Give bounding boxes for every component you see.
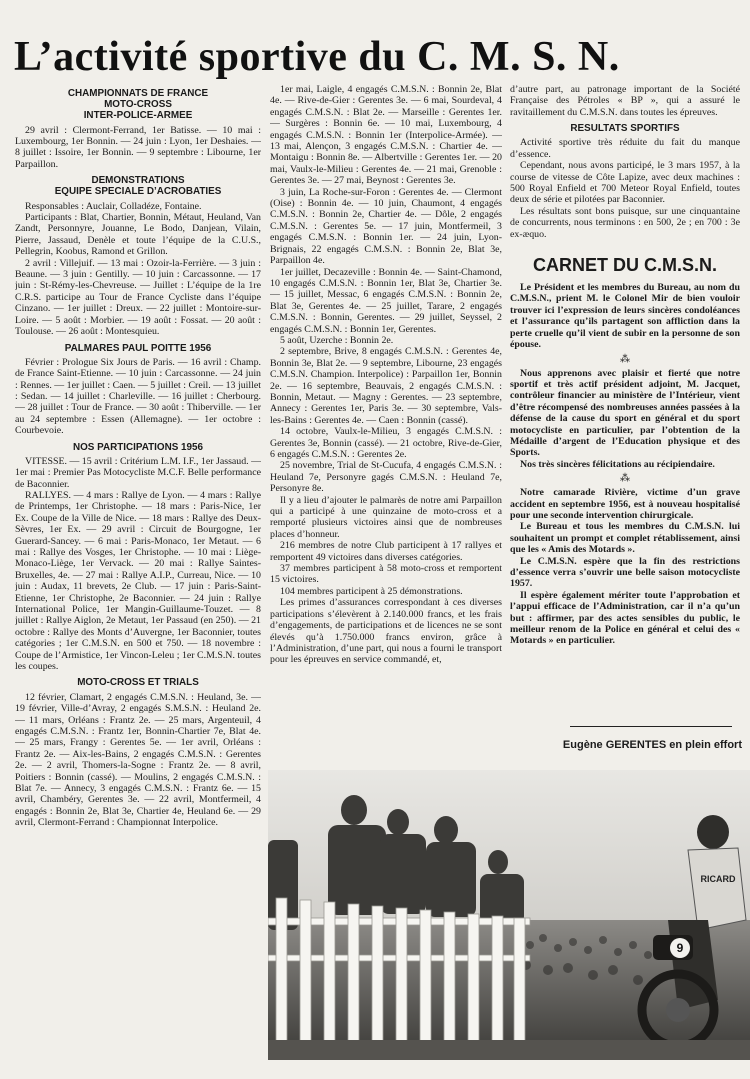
paragraph: 1er juillet, Decazeville : Bonnin 4e. — Saint-Chamond, 10 engagés C.M.S.N. : Bonnin 1er, Blat 3e, Chartier 3e. — 15 juillet, Messac, 6 engagés C.M.S.N. : Bonnin 2e, Blat 3e, Gerentes 4e. — 25 juillet, Tarare, 2 engagés C.M.S.N. : Bonnin, Gerentes. — 29 juillet, Seyssel, 2 engagés C.M.S.N. : Bonnin 1er, Gerentes. [270, 266, 502, 335]
heading-line: DEMONSTRATIONS [91, 175, 185, 187]
heading-line: CHAMPIONNATS DE FRANCE [67, 88, 209, 99]
photo-ground [268, 1040, 750, 1060]
paragraph: 5 août, Uzerche : Bonnin 2e. [280, 334, 394, 346]
heading-championnats [15, 88, 261, 122]
heading-resultats: RESULTATS SPORTIFS [570, 123, 680, 135]
paragraph: Les primes d’assurances correspondant à ces diverses participations s’élevèrent à 2.140.000 francs, et les frais d’engagements, de participations et de licences ne se sont élevés qu’à 1.750.000 francs environ, grâce à l’Administration, d’une part, qui nous a fourni le transport pour les épreuves en service commandé, et, [270, 597, 502, 666]
heading-moto-cross: MOTO-CROSS ET TRIALS [77, 677, 199, 689]
photo-caption: Eugène GERENTES en plein effort [510, 738, 742, 752]
race-number: 9 [676, 941, 684, 955]
paragraph: Cependant, nous avons participé, le 3 mars 1957, à la course de vitesse de Côte Lapize, avec deux machines : 500 Royal Enfield et 700 Meteor Royal Enfield, toutes deux de série et pilotées par Baconnier. [510, 160, 740, 206]
paragraph: d’autre part, au patronage important de la Société Française des Pétroles « BP », qui a assuré le ravitaillement du C.M.S.N. dans toutes les épreuves. [510, 84, 740, 118]
paragraph: Activité sportive très réduite du fait du manque d’essence. [510, 137, 740, 160]
paragraph: Les résultats sont bons puisque, sur une cinquantaine de concurrents, nous terminons : en 500, 2e ; en 700 : 3e ex-æquo. [510, 205, 740, 240]
paragraph: RALLYES. — 4 mars : Rallye de Lyon. — 4 mars : Rallye de Printemps, 1er Christophe. — 18 mars : Paris-Nice, 1er Ex. Coupe de la Ville de Nice. — 18 mars : Rallye des Deux-Sèvres, 1er Ex. — 29 avril : Circuit de Bourgogne, 1er Guerard-Sancey. — 6 mai : Paris-Monaco, 1er Metaut. — 6 mai : Rallye des Vosges, 1er Christophe. — 10 mai : Liège-Monaco-Liège, 1er Vervack. — 20 mai : Rallye Saintes-Bruxelles, 4e. — 27 mai : Rallye A.I.P., Curreau, Nice. — 10 juin : Audax, 11 brevets, 2e Club. — 17 juin : Paris-Saint-Etienne, 1er Christophe, 2e Baconnier. — 24 juin : Rallye International Police, 1er Mangin-Guillaume-Touzet. — 8 juillet : Rallye Aiglon, 2e Metaut, 1er Passaud (en 250). — 21 octobre : Rallye des Monts d’Auvergne, 1er Baconnier, toutes catégories ; 1er C.M.S.N. en 500 et 750. — 18 novembre : Coupe de l’Armistice, 1er Vincon-Leleu ; 1er C.M.S.N. toutes les coupes. [15, 489, 261, 673]
paragraph: 1er mai, Laigle, 4 engagés C.M.S.N. : Bonnin 2e, Blat 4e. — Rive-de-Gier : Gerentes 3e. — 6 mai, Sourdeval, 4 engagés C.M.S.N. : Blat 2e. — Marseille : Gerentes 1er. — Surgères : Bonnin 6e. — 10 mai, Luxembourg, 4 engagés C.M.S.N. : Bonnin 1er (Interpolice-Armée). — 13 mai, Alençon, 3 engagés C.M.S.N. : Chartier 4e. — Montaigu : Bonnin 8e. — Albertville : Gerentes 1er. — 20 mai, Vaulx-le-Milieu : Gerentes 4e. — 21 mai, Grenoble : Gerentes 3e. — 27 mai, Beynost : Gerentes 3e. [270, 84, 502, 187]
paragraph: 14 octobre, Vaulx-le-Milieu, 3 engagés C.M.S.N. : Gerentes 3e, Bonnin (cassé). — 21 octobre, Rive-de-Gier, 6 engagés C.M.S.N. : Gerentes 2e. [270, 426, 502, 460]
carnet-body [510, 282, 740, 647]
paragraph: 37 membres participent à 58 moto-cross et remportent 15 victoires. [270, 563, 502, 586]
paragraph: Responsables : Auclair, Colladéze, Fontaine. [25, 200, 202, 212]
heading-demonstrations [15, 175, 261, 197]
bib-text: RICARD [700, 874, 736, 884]
paragraph: 2 septembre, Brive, 8 engagés C.M.S.N. : Gerentes 4e, Bonnin 3e, Blat 2e. — 9 septembre, Libourne, 23 engagés C.M.S.N. Champion. Interpolice) : Parpaillon 1er, Bonnin 2e. — 16 septembre, Beauvais, 2 engagés C.M.S.N. : Bonnin, Metaut. — Magny : Gerentes. — 23 septembre, Annecy : Gerentes 1er, Paris 3e. — 30 septembre, Vals-les-Bains : Gerentes 4e. — Caen : Bonnin (cassé). [270, 346, 502, 426]
paragraph: 2 avril : Villejuif. — 13 mai : Ozoir-la-Ferrière. — 3 juin : Beaune. — 3 juin : Gentilly. — 10 juin : Carcassonne. — 17 juin : St-Rémy-les-Chevreuse. — Juillet : L’équipe de la 1re C.R.S. participe au Tour de France Cycliste dans l’équipe Cinzano. — 1er juillet : Dreux. — 22 juillet : Montoire-sur-Loire. — 5 août : Morbier. — 19 août : Fossat. — 20 août : Toulouse. — 26 août : Montesquieu. [15, 257, 261, 338]
column-3 [510, 84, 740, 774]
heading-palmares: PALMARES PAUL POITTE 1956 [64, 342, 212, 354]
column-1 [15, 84, 261, 1068]
paragraph: 29 avril : Clermont-Ferrand, 1er Batisse. — 10 mai : Luxembourg, 1er Bonnin. — 24 juin : Lyon, 1er Deshaies. — 8 juillet : Issoire, 1er Bonnin. — 9 septembre : Libourne, 1er Parpaillon. [15, 124, 261, 170]
paragraph: Le C.M.S.N. espère que la fin des restrictions d’essence verra s’ouvrir une belle saison motocycliste 1957. [510, 555, 740, 590]
separator-stars: ⁂ [620, 353, 630, 365]
heading-line: MOTO-CROSS [104, 99, 172, 111]
photo-motocross [268, 770, 750, 1060]
paragraph: Il y a lieu d’ajouter le palmarès de notre ami Parpaillon qui a participé à une quinzaine de moto-cross et a remporté plusieurs victoires ainsi que de nombreuses places d’honneur. [270, 494, 502, 540]
paragraph: Notre camarade Rivière, victime d’un grave accident en septembre 1956, est à nouveau hospitalisé pour une seconde intervention chirurgicale. [510, 487, 740, 521]
heading-line: EQUIPE SPECIALE D’ACROBATIES [54, 186, 222, 198]
paragraph: Février : Prologue Six Jours de Paris. — 16 avril : Champ. de France Saint-Etienne. — 10 juin : Carcassonne. — 24 juin : Rennes. — 1er juillet : Caen. — 5 juillet : Creil. — 13 juillet : Sedan. — 14 juillet : Charleville. — 16 juillet : Cherbourg. — 28 juillet : Tour de France. — 30 août : Thiberville. — 1er au 24 septembre : Essen (Allemagne). — 1er octobre : Courbevoie. [15, 356, 261, 437]
paragraph: Nous apprenons avec plaisir et fierté que notre sportif et très actif président adjoint, M. Jacquet, contrôleur financier au ministère de l’Intérieur, vient d’être récompensé des nombreuses années passées à la défense de la cause du sport en général et du sport motocycliste en particulier, par l’obtention de la Médaille d’argent de l’Education physique et des Sports. [510, 367, 740, 459]
separator-stars: ⁂ [620, 473, 630, 485]
paragraph: 104 membres participent à 25 démonstrations. [280, 585, 463, 597]
heading-line: INTER-POLICE-ARMEE [83, 110, 193, 122]
paragraph: Nos très sincères félicitations au récipiendaire. [520, 458, 715, 470]
paragraph: 216 membres de notre Club participent à 17 rallyes et remportent 49 victoires dans diverses catégories. [270, 540, 502, 563]
column-2 [270, 84, 502, 760]
heading-participations: NOS PARTICIPATIONS 1956 [72, 441, 204, 453]
photo-illustration [268, 770, 750, 1060]
paragraph: Il espère également mériter toute l’approbation et l’appui efficace de l’Administration, car il n’a qu’un but : affirmer, par des actes sensibles du public, le meilleur renom de la Police en général et celui des « Motards » en particulier. [510, 589, 740, 647]
paragraph: 12 février, Clamart, 2 engagés C.M.S.N. : Heuland, 3e. — 19 février, Ville-d’Avray, 2 engagés S.M.S.N. : Heuland 2e. — 11 mars, Orléans : Frantz 2e. — 25 mars, Argenteuil, 4 engagés C.M.S.N. : Frantz 1er, Bonnin-Chartier 7e, Blat 4e. — 25 mars, Frangy : Gerentes 5e. — 1er avril, Orléans : Frantz 2e. — Aix-les-Bains, 2 engagés C.M.S.N. : Gerentes 2e. — 2 avril, Thomers-la-Sogne : Frantz 2e. — 8 avril, Poitiers : Bonnin (cassé). — Moulins, 2 engagés C.M.S.N. : Blat 7e. — Annecy, 3 engagés C.M.S.N. : Frantz 6e. — 15 avril, Chambéry, Gerentes 3e. — 22 avril, Montfermeil, 4 engagés : Bonnin 2e, Blat 3e, Chartier 4e, Heuland 6e. — 29 avril, Clermont-Ferrand : Championnat Interpolice. [15, 691, 261, 829]
heading-carnet: CARNET DU C.M.S.N. [533, 255, 717, 276]
paragraph: 25 novembre, Trial de St-Cucufa, 4 engagés C.M.S.N. : Heuland 7e, Personyre gagés C.M.S.N. : Heuland 7e, Personyre 8e. [270, 460, 502, 495]
paragraph: 3 juin, La Roche-sur-Foron : Gerentes 4e. — Clermont (Oise) : Bonnin 4e. — 10 juin, Chaumont, 4 engagés C.M.S.N. : Bonnin 2e, Chartier 4e. — Dôle, 2 engagés C.M.S.N. : Gerentes 5e. — 17 juin, Montfermeil, 3 engagés C.M.S.N. : Bonnin 1er. — 24 juin, Lyon-Brignais, 22 engagés C.M.S.N. : Bonnin 2e, Blat 3e, Parpaillon 4e. [270, 186, 502, 267]
paragraph: VITESSE. — 15 avril : Critérium L.M. I.F., 1er Jassaud. — 1er mai : Premier Pas Motocycliste M.C.F. Belle performance de Baconnier. [15, 455, 261, 490]
paragraph: Le Bureau et tous les membres du C.M.S.N. lui souhaitent un prompt et complet rétablissement, ainsi que les « Amis des Motards ». [510, 521, 740, 556]
paragraph: Le Président et les membres du Bureau, au nom du C.M.S.N., prient M. le Colonel Mir de bien vouloir trouver ici l’expression de leurs sincères condoléances et l’assurance qu’ils partagent son affliction dans la perte cruelle qu’il vient de subir en la personne de son épouse. [510, 282, 740, 351]
page-title: L’activité sportive du C. M. S. N. [14, 34, 620, 80]
paragraph: Participants : Blat, Chartier, Bonnin, Métaut, Heuland, Van Zandt, Personnyre, Jouanne, Le Bodo, Danjean, Vilain, Pierre, Jassaud, Denèle et toute l’équipe de la C.U.S., Pellegrin, Koobus, Ramond et Grillon. [15, 212, 261, 258]
